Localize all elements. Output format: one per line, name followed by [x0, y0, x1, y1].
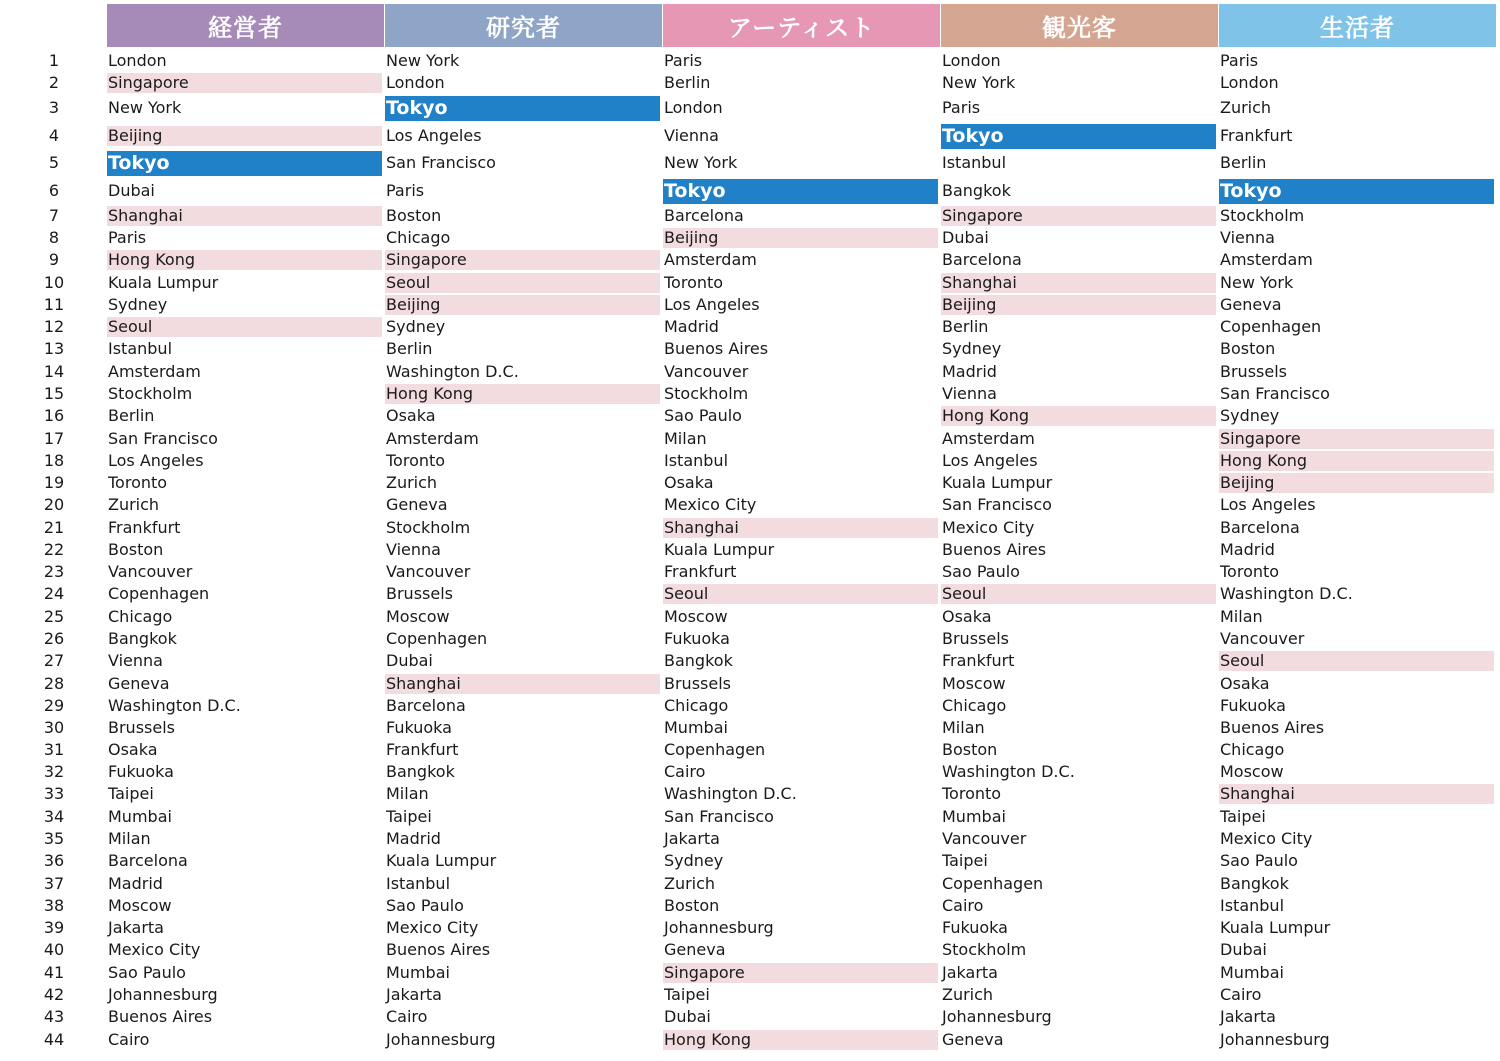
city-cell: Taipei: [664, 985, 710, 1004]
city-cell: Buenos Aires: [1220, 718, 1325, 737]
city-cell: Vancouver: [386, 562, 471, 581]
rank-number: 42: [43, 985, 65, 1004]
rank-number: 1: [48, 51, 60, 70]
rank-number: 7: [48, 206, 60, 225]
city-cell: Sydney: [664, 851, 724, 870]
city-cell: Frankfurt: [942, 651, 1015, 670]
city-cell: Shanghai: [663, 518, 938, 538]
city-cell: Washington D.C.: [386, 362, 519, 381]
city-cell: Fukuoka: [108, 762, 174, 781]
rank-number: 6: [48, 181, 60, 200]
city-cell: Boston: [386, 206, 442, 225]
rank-number: 43: [43, 1007, 65, 1026]
city-cell: Los Angeles: [942, 451, 1038, 470]
city-cell: Washington D.C.: [942, 762, 1075, 781]
city-cell: New York: [108, 98, 182, 117]
city-cell: Hong Kong: [941, 406, 1216, 426]
city-cell: New York: [942, 73, 1016, 92]
rank-number: 17: [43, 429, 65, 448]
city-cell: Vienna: [1220, 228, 1275, 247]
city-cell: Moscow: [386, 607, 450, 626]
column-header-5: 生活者: [1219, 4, 1496, 47]
city-cell: Tokyo: [663, 179, 938, 204]
city-cell: Singapore: [385, 250, 660, 270]
rank-number: 13: [43, 339, 65, 358]
city-cell: Mexico City: [108, 940, 201, 959]
city-cell: Jakarta: [942, 963, 998, 982]
city-cell: Milan: [108, 829, 151, 848]
city-cell: Fukuoka: [1220, 696, 1286, 715]
city-cell: Washington D.C.: [1220, 584, 1353, 603]
city-cell: Mumbai: [386, 963, 450, 982]
city-cell: Frankfurt: [386, 740, 459, 759]
city-cell: Cairo: [1220, 985, 1262, 1004]
city-cell: Vancouver: [108, 562, 193, 581]
rank-number: 8: [48, 228, 60, 247]
city-cell: Buenos Aires: [942, 540, 1047, 559]
rank-number: 37: [43, 874, 65, 893]
city-cell: Zurich: [1220, 98, 1272, 117]
city-cell: Buenos Aires: [108, 1007, 213, 1026]
city-cell: Geneva: [386, 495, 448, 514]
city-cell: Chicago: [942, 696, 1007, 715]
rank-number: 33: [43, 784, 65, 803]
city-cell: Beijing: [107, 126, 382, 146]
city-cell: Osaka: [108, 740, 158, 759]
rank-number: 4: [48, 126, 60, 145]
city-cell: Jakarta: [386, 985, 442, 1004]
city-cell: Vienna: [108, 651, 163, 670]
city-cell: Sydney: [108, 295, 168, 314]
city-cell: Copenhagen: [108, 584, 210, 603]
city-cell: Hong Kong: [663, 1030, 938, 1050]
city-cell: Kuala Lumpur: [664, 540, 775, 559]
city-cell: Milan: [386, 784, 429, 803]
city-cell: Sydney: [1220, 406, 1280, 425]
city-cell: Hong Kong: [107, 250, 382, 270]
city-cell: Johannesburg: [1220, 1030, 1330, 1049]
city-cell: Geneva: [1220, 295, 1282, 314]
city-cell: Taipei: [386, 807, 432, 826]
city-cell: Seoul: [1219, 651, 1494, 671]
city-cell: Vancouver: [664, 362, 749, 381]
city-cell: Amsterdam: [942, 429, 1035, 448]
city-cell: Amsterdam: [664, 250, 757, 269]
city-cell: Zurich: [108, 495, 160, 514]
rank-number: 21: [43, 518, 65, 537]
city-cell: Johannesburg: [108, 985, 218, 1004]
city-cell: Brussels: [108, 718, 175, 737]
city-cell: Dubai: [1220, 940, 1267, 959]
rank-number: 15: [43, 384, 65, 403]
city-cell: Osaka: [1220, 674, 1270, 693]
city-cell: Stockholm: [1220, 206, 1305, 225]
city-cell: Sao Paulo: [664, 406, 742, 425]
city-cell: Johannesburg: [942, 1007, 1052, 1026]
city-cell: Mexico City: [1220, 829, 1313, 848]
city-cell: Osaka: [942, 607, 992, 626]
city-cell: Barcelona: [942, 250, 1022, 269]
city-cell: Buenos Aires: [386, 940, 491, 959]
city-cell: Chicago: [1220, 740, 1285, 759]
city-cell: Barcelona: [386, 696, 466, 715]
city-cell: Mumbai: [108, 807, 172, 826]
city-cell: Geneva: [664, 940, 726, 959]
city-cell: Singapore: [663, 963, 938, 983]
city-cell: San Francisco: [1220, 384, 1330, 403]
rank-number: 10: [43, 273, 65, 292]
rank-number: 41: [43, 963, 65, 982]
city-cell: Los Angeles: [108, 451, 204, 470]
city-cell: Los Angeles: [386, 126, 482, 145]
city-cell: Jakarta: [1220, 1007, 1276, 1026]
city-cell: Cairo: [108, 1030, 150, 1049]
city-cell: Dubai: [942, 228, 989, 247]
city-cell: Vancouver: [1220, 629, 1305, 648]
city-cell: Shanghai: [385, 674, 660, 694]
city-cell: Stockholm: [108, 384, 193, 403]
city-cell: Taipei: [108, 784, 154, 803]
city-cell: San Francisco: [108, 429, 218, 448]
city-cell: Berlin: [664, 73, 711, 92]
city-cell: Zurich: [942, 985, 994, 1004]
city-cell: Hong Kong: [385, 384, 660, 404]
rank-number: 32: [43, 762, 65, 781]
city-cell: Moscow: [664, 607, 728, 626]
rank-number: 44: [43, 1030, 65, 1049]
rank-number: 34: [43, 807, 65, 826]
city-cell: Los Angeles: [1220, 495, 1316, 514]
city-cell: London: [664, 98, 723, 117]
city-cell: Dubai: [386, 651, 433, 670]
city-cell: Moscow: [942, 674, 1006, 693]
city-cell: Osaka: [664, 473, 714, 492]
rank-number: 35: [43, 829, 65, 848]
rank-number: 27: [43, 651, 65, 670]
city-cell: Mexico City: [942, 518, 1035, 537]
city-cell: Taipei: [1220, 807, 1266, 826]
city-cell: Hong Kong: [1219, 451, 1494, 471]
city-cell: Moscow: [108, 896, 172, 915]
rank-number: 19: [43, 473, 65, 492]
city-cell: Istanbul: [942, 153, 1007, 172]
city-cell: Singapore: [107, 73, 382, 93]
city-cell: London: [108, 51, 167, 70]
city-cell: Kuala Lumpur: [942, 473, 1053, 492]
city-cell: Sao Paulo: [1220, 851, 1298, 870]
city-cell: Boston: [108, 540, 164, 559]
city-cell: Mexico City: [664, 495, 757, 514]
city-cell: Cairo: [942, 896, 984, 915]
city-cell: Osaka: [386, 406, 436, 425]
city-cell: Toronto: [1220, 562, 1280, 581]
city-cell: Milan: [1220, 607, 1263, 626]
rank-number: 30: [43, 718, 65, 737]
city-cell: Amsterdam: [108, 362, 201, 381]
city-cell: Vancouver: [942, 829, 1027, 848]
rank-number: 18: [43, 451, 65, 470]
city-cell: Washington D.C.: [664, 784, 797, 803]
city-cell: Madrid: [386, 829, 441, 848]
rank-number: 2: [48, 73, 60, 92]
city-cell: Istanbul: [386, 874, 451, 893]
city-cell: Seoul: [385, 273, 660, 293]
city-cell: Copenhagen: [942, 874, 1044, 893]
city-cell: Johannesburg: [386, 1030, 496, 1049]
city-cell: Bangkok: [1220, 874, 1289, 893]
city-cell: Milan: [664, 429, 707, 448]
city-cell: Zurich: [386, 473, 438, 492]
city-cell: Amsterdam: [1220, 250, 1313, 269]
city-cell: Bangkok: [664, 651, 733, 670]
city-cell: Seoul: [107, 317, 382, 337]
city-cell: Buenos Aires: [664, 339, 769, 358]
city-cell: Paris: [386, 181, 425, 200]
city-cell: Barcelona: [664, 206, 744, 225]
city-cell: Beijing: [1219, 473, 1494, 493]
city-cell: Geneva: [942, 1030, 1004, 1049]
rank-number: 31: [43, 740, 65, 759]
city-cell: Mumbai: [1220, 963, 1284, 982]
city-cell: Berlin: [942, 317, 989, 336]
city-cell: Milan: [942, 718, 985, 737]
city-cell: London: [942, 51, 1001, 70]
city-cell: Tokyo: [1219, 179, 1494, 204]
city-cell: Chicago: [108, 607, 173, 626]
city-cell: Cairo: [664, 762, 706, 781]
rank-number: 20: [43, 495, 65, 514]
city-cell: Toronto: [386, 451, 446, 470]
city-cell: Mumbai: [664, 718, 728, 737]
column-header-4: 観光客: [941, 4, 1218, 47]
city-cell: Sydney: [386, 317, 446, 336]
rank-number: 16: [43, 406, 65, 425]
city-cell: New York: [1220, 273, 1294, 292]
city-cell: San Francisco: [942, 495, 1052, 514]
city-cell: Jakarta: [108, 918, 164, 937]
city-cell: Frankfurt: [1220, 126, 1293, 145]
rank-number: 29: [43, 696, 65, 715]
city-cell: Amsterdam: [386, 429, 479, 448]
rank-number: 5: [48, 153, 60, 172]
city-cell: Stockholm: [664, 384, 749, 403]
city-cell: Brussels: [1220, 362, 1287, 381]
city-cell: Boston: [942, 740, 998, 759]
city-cell: Taipei: [942, 851, 988, 870]
city-cell: London: [386, 73, 445, 92]
city-cell: Toronto: [942, 784, 1002, 803]
rank-number: 28: [43, 674, 65, 693]
city-cell: Paris: [108, 228, 147, 247]
city-cell: Mumbai: [942, 807, 1006, 826]
city-cell: Dubai: [108, 181, 155, 200]
city-cell: Paris: [1220, 51, 1259, 70]
rank-number: 40: [43, 940, 65, 959]
city-cell: Berlin: [386, 339, 433, 358]
city-cell: Sao Paulo: [942, 562, 1020, 581]
city-cell: San Francisco: [664, 807, 774, 826]
city-cell: Copenhagen: [386, 629, 488, 648]
city-cell: Seoul: [941, 584, 1216, 604]
city-cell: Kuala Lumpur: [108, 273, 219, 292]
city-cell: Geneva: [108, 674, 170, 693]
city-cell: Zurich: [664, 874, 716, 893]
city-cell: Kuala Lumpur: [1220, 918, 1331, 937]
city-cell: Copenhagen: [1220, 317, 1322, 336]
city-cell: Stockholm: [942, 940, 1027, 959]
city-cell: Stockholm: [386, 518, 471, 537]
city-cell: Toronto: [108, 473, 168, 492]
city-cell: Sao Paulo: [108, 963, 186, 982]
city-cell: Berlin: [108, 406, 155, 425]
rank-number: 14: [43, 362, 65, 381]
rank-number: 26: [43, 629, 65, 648]
city-cell: New York: [664, 153, 738, 172]
city-cell: Madrid: [108, 874, 163, 893]
city-cell: Boston: [664, 896, 720, 915]
rank-number: 36: [43, 851, 65, 870]
city-cell: Vienna: [664, 126, 719, 145]
city-cell: San Francisco: [386, 153, 496, 172]
city-cell: London: [1220, 73, 1279, 92]
city-cell: Paris: [664, 51, 703, 70]
city-cell: Singapore: [941, 206, 1216, 226]
city-cell: Singapore: [1219, 429, 1494, 449]
city-cell: Johannesburg: [664, 918, 774, 937]
city-cell: Istanbul: [1220, 896, 1285, 915]
rank-number: 25: [43, 607, 65, 626]
city-cell: Madrid: [1220, 540, 1275, 559]
city-cell: Fukuoka: [942, 918, 1008, 937]
city-cell: Tokyo: [107, 151, 382, 176]
city-cell: Cairo: [386, 1007, 428, 1026]
city-cell: Berlin: [1220, 153, 1267, 172]
city-cell: Jakarta: [664, 829, 720, 848]
city-cell: Frankfurt: [108, 518, 181, 537]
rank-number: 9: [48, 250, 60, 269]
city-cell: Barcelona: [108, 851, 188, 870]
city-cell: Washington D.C.: [108, 696, 241, 715]
city-cell: Fukuoka: [386, 718, 452, 737]
rank-number: 12: [43, 317, 65, 336]
city-cell: Beijing: [941, 295, 1216, 315]
city-cell: Fukuoka: [664, 629, 730, 648]
rank-number: 11: [43, 295, 65, 314]
city-cell: Moscow: [1220, 762, 1284, 781]
city-cell: Toronto: [664, 273, 724, 292]
city-cell: Bangkok: [108, 629, 177, 648]
city-cell: Brussels: [664, 674, 731, 693]
city-cell: Bangkok: [386, 762, 455, 781]
city-cell: New York: [386, 51, 460, 70]
rank-number: 39: [43, 918, 65, 937]
city-cell: Copenhagen: [664, 740, 766, 759]
city-cell: Shanghai: [1219, 784, 1494, 804]
city-cell: Frankfurt: [664, 562, 737, 581]
city-cell: Beijing: [663, 228, 938, 248]
city-cell: Istanbul: [664, 451, 729, 470]
city-cell: Chicago: [386, 228, 451, 247]
city-cell: Sao Paulo: [386, 896, 464, 915]
column-header-1: 経営者: [107, 4, 384, 47]
city-cell: Bangkok: [942, 181, 1011, 200]
city-cell: Tokyo: [385, 96, 660, 121]
city-cell: Mexico City: [386, 918, 479, 937]
city-cell: Beijing: [385, 295, 660, 315]
city-cell: Madrid: [664, 317, 719, 336]
rank-number: 22: [43, 540, 65, 559]
column-header-3: アーティスト: [663, 4, 940, 47]
rank-number: 3: [48, 98, 60, 117]
city-cell: Sydney: [942, 339, 1002, 358]
city-cell: Paris: [942, 98, 981, 117]
rank-number: 24: [43, 584, 65, 603]
city-cell: Chicago: [664, 696, 729, 715]
city-cell: Seoul: [663, 584, 938, 604]
city-cell: Vienna: [942, 384, 997, 403]
city-cell: Dubai: [664, 1007, 711, 1026]
city-cell: Kuala Lumpur: [386, 851, 497, 870]
rank-number: 23: [43, 562, 65, 581]
city-cell: Brussels: [942, 629, 1009, 648]
city-cell: Barcelona: [1220, 518, 1300, 537]
rank-number: 38: [43, 896, 65, 915]
city-cell: Tokyo: [941, 124, 1216, 149]
city-cell: Los Angeles: [664, 295, 760, 314]
city-cell: Istanbul: [108, 339, 173, 358]
city-cell: Shanghai: [941, 273, 1216, 293]
column-header-2: 研究者: [385, 4, 662, 47]
city-cell: Shanghai: [107, 206, 382, 226]
city-cell: Brussels: [386, 584, 453, 603]
city-cell: Boston: [1220, 339, 1276, 358]
city-cell: Vienna: [386, 540, 441, 559]
city-cell: Madrid: [942, 362, 997, 381]
